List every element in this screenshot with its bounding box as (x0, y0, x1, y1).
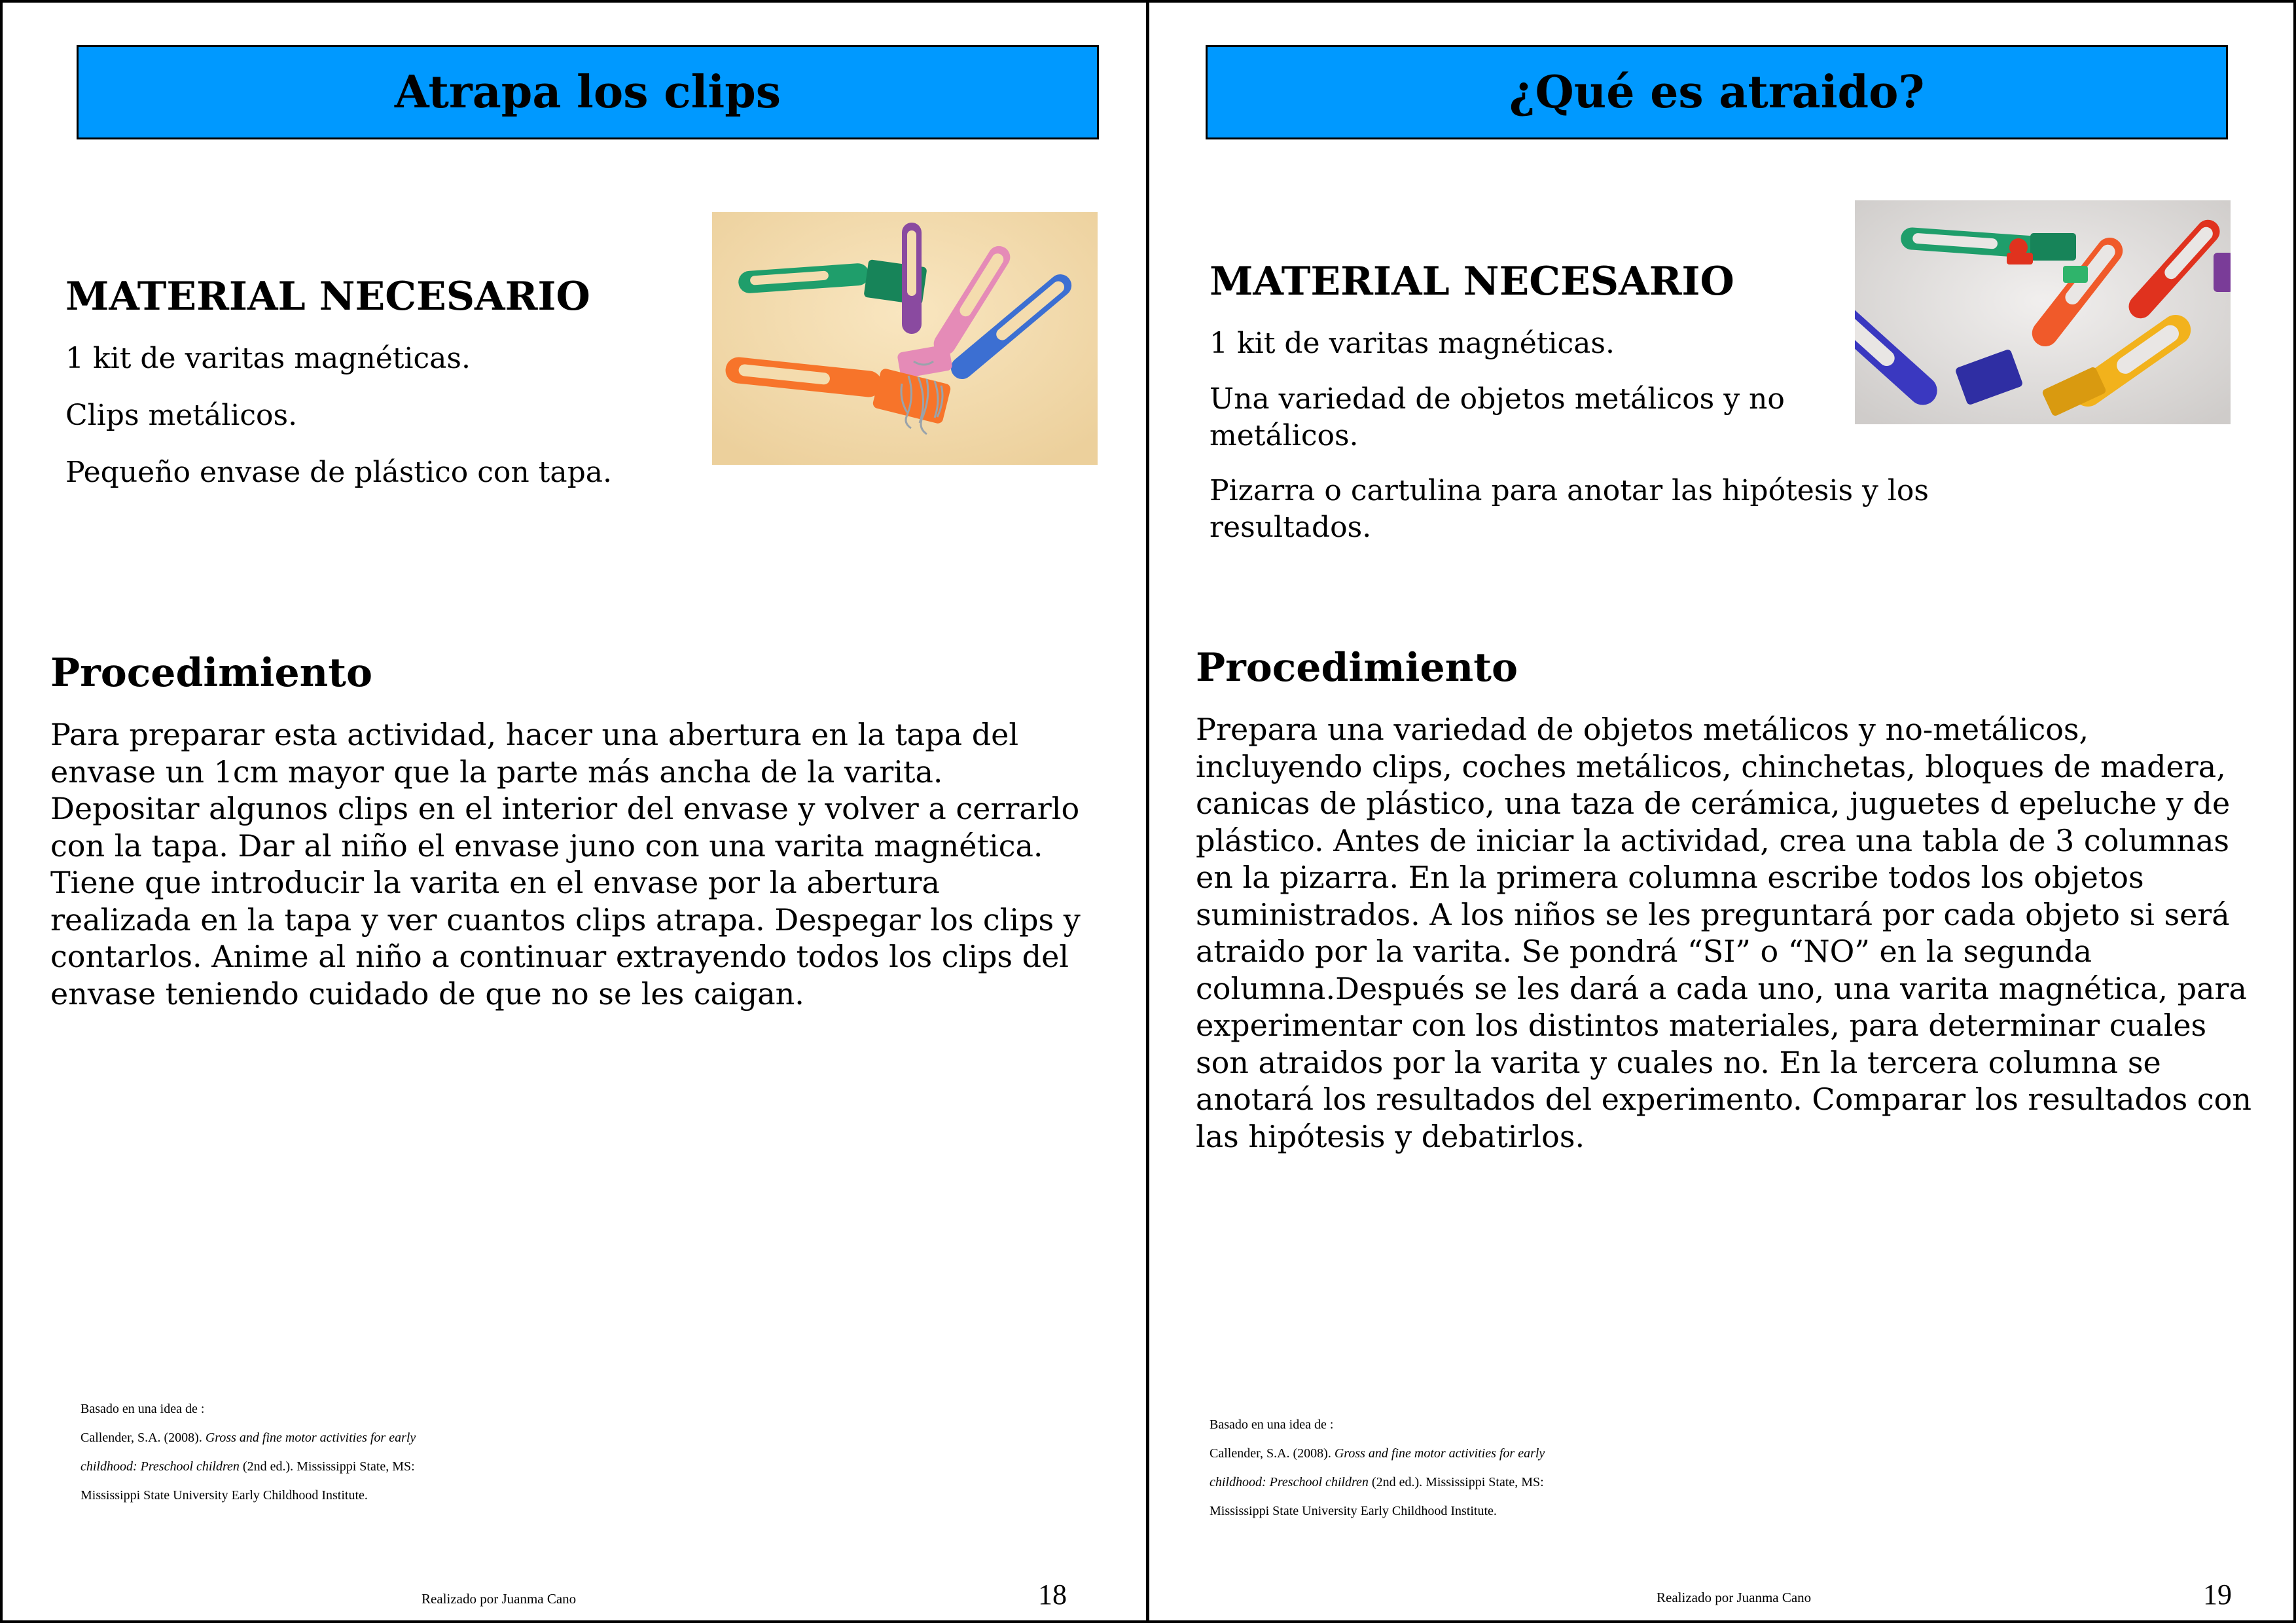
reference-line (1210, 1439, 1545, 1468)
reference-title: Gross and fine motor activities for early (205, 1431, 416, 1445)
page-title: ¿Qué es atraido? (1206, 45, 2228, 139)
reference-line (81, 1423, 416, 1452)
reference-intro: Basado en una idea de : (1210, 1417, 1334, 1432)
reference-title: childhood: Preschool children (1210, 1475, 1369, 1489)
material-item: Clips metálicos. (65, 399, 298, 432)
material-item: Pequeño envase de plástico con tapa. (65, 456, 612, 489)
magnetic-wands-with-clips-icon (712, 212, 1098, 465)
footer-credit: Realizado por Juanma Cano (1657, 1590, 1812, 1605)
material-item: Pizarra o cartulina para anotar las hipótesis y los resultados. (1210, 474, 1929, 544)
reference-text: (2nd ed.). Mississippi State, MS: (1368, 1475, 1544, 1489)
reference-title: Gross and fine motor activities for early (1334, 1446, 1545, 1461)
reference-line (81, 1452, 415, 1481)
page-number: 18 (1038, 1578, 1067, 1611)
procedure-heading: Procedimiento (1196, 645, 1518, 691)
procedure-text: Prepara una variedad de objetos metálicos y no-metálicos, incluyendo clips, coches metálicos, chinchetas, bloques de madera, canicas de plástico, una taza de cerámica, juguetes d epeluche y de plástico. Antes de iniciar la actividad, crea una tabla de 3 columnas en la pizarra. En la primera columna escribe todos los objetos suministrados. A los niños se les preguntará por cada objeto si será atraido por la varita. Se pondrá “SI” o “NO” en la segunda columna.Después se les dará a cada uno, una varita magnética, para experimentar con los distintos materiales, para determinar cuales son atraidos por la varita y cuales no. En la tercera columna se anotará los resultados del experimento. Comparar los resultados con las hipótesis y debatirlos. (1196, 712, 2251, 1154)
reference-text: Callender, S.A. (2008). (1210, 1446, 1335, 1461)
reference-intro: Basado en una idea de : (81, 1402, 205, 1416)
reference-line: Mississippi State University Early Childhood Institute. (81, 1488, 368, 1503)
footer-credit: Realizado por Juanma Cano (422, 1591, 577, 1607)
reference-line (1210, 1468, 1544, 1497)
reference-title: childhood: Preschool children (81, 1459, 240, 1474)
reference-text: Callender, S.A. (2008). (81, 1431, 206, 1445)
reference-line: Mississippi State University Early Childhood Institute. (1210, 1504, 1497, 1518)
procedure-text: Para preparar esta actividad, hacer una abertura en la tapa del envase un 1cm mayor que la parte más ancha de la varita. Depositar algunos clips en el interior del envase y volver a cerrarlo con la tapa. Dar al niño el envase juno con una varita magnética. Tiene que introducir la varita en el envase por la abertura realizada en la tapa y ver cuantos clips atrapa. Despegar los clips y contarlos. Anime al niño a continuar extrayendo todos los clips del envase teniendo cuidado de que no se les caigan. (50, 717, 1081, 1012)
page-number: 19 (2203, 1578, 2232, 1611)
material-item: 1 kit de varitas magnéticas. (65, 342, 471, 375)
page-title: Atrapa los clips (77, 45, 1099, 139)
material-item: Una variedad de objetos metálicos y no metálicos. (1210, 382, 1785, 452)
reference-text: (2nd ed.). Mississippi State, MS: (239, 1459, 415, 1474)
material-item: 1 kit de varitas magnéticas. (1210, 327, 1615, 360)
magnetic-wands-scattered-icon (1855, 200, 2231, 424)
procedure-heading: Procedimiento (50, 650, 373, 696)
page-right (1148, 0, 2296, 1623)
materials-heading: MATERIAL NECESARIO (1210, 259, 1734, 304)
materials-heading: MATERIAL NECESARIO (65, 274, 590, 319)
